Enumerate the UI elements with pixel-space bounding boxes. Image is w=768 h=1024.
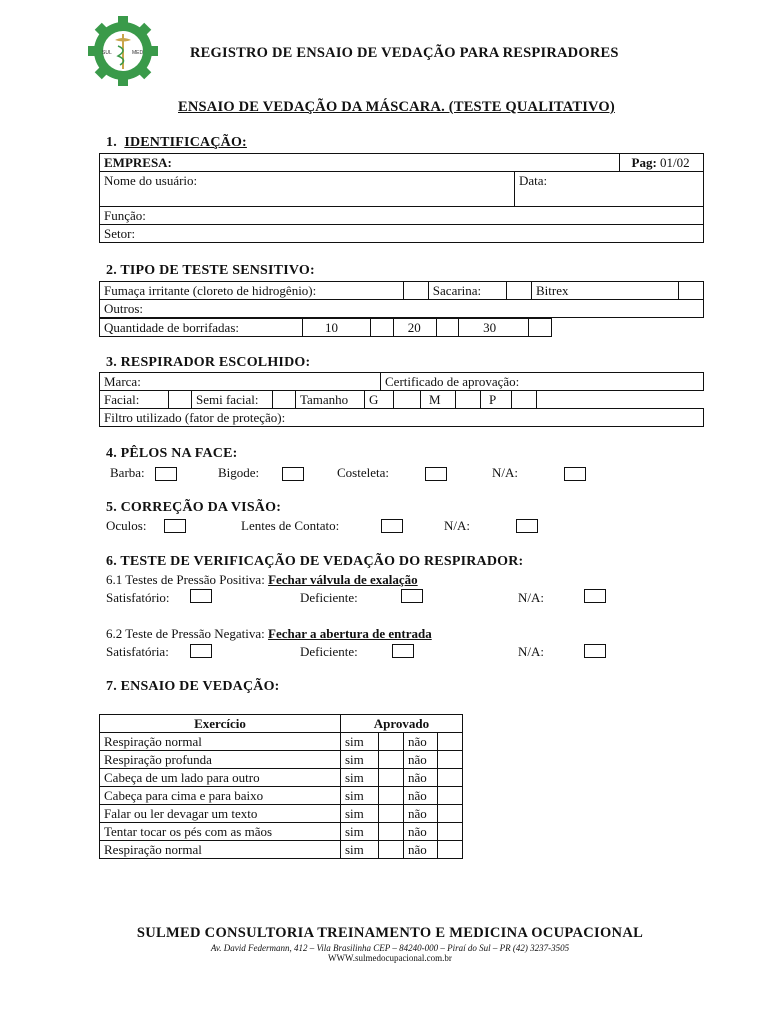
size-m-checkbox[interactable] xyxy=(456,391,481,409)
footer xyxy=(0,925,768,963)
spray-30-label: 30 xyxy=(459,319,529,337)
empresa-field[interactable]: EMPRESA: xyxy=(100,154,620,172)
positive-pressure-instruction: Fechar válvula de exalação xyxy=(268,572,418,587)
yes-checkbox[interactable] xyxy=(378,733,403,751)
section-1-heading xyxy=(106,135,247,151)
negative-na-checkbox[interactable] xyxy=(584,644,606,658)
brand-field[interactable]: Marca: xyxy=(100,373,381,391)
yes-label: sim xyxy=(340,823,378,841)
glasses-label: Oculos: xyxy=(106,518,147,533)
beard-checkbox[interactable] xyxy=(155,467,177,481)
spray-10-label: 10 xyxy=(302,319,370,337)
table-row xyxy=(100,733,463,751)
exercise-name: Tentar tocar os pés com as mãos xyxy=(100,823,341,841)
size-label: Tamanho xyxy=(296,391,365,409)
exercise-name: Respiração normal xyxy=(100,841,341,859)
svg-text:SUL: SUL xyxy=(102,50,112,56)
negative-pressure-instruction: Fechar a abertura de entrada xyxy=(268,626,432,641)
exercise-name: Cabeça de um lado para outro xyxy=(100,769,341,787)
page-value: 01/02 xyxy=(660,155,690,170)
saccharin-label: Sacarina: xyxy=(428,282,506,300)
table-row xyxy=(100,823,463,841)
footer-address: Av. David Federmann, 412 – Vila Brasilinha CEP – 84240-000 – Piraí do Sul – PR (42) 3237-3505 xyxy=(210,943,570,953)
yes-checkbox[interactable] xyxy=(378,823,403,841)
respirator-size-table xyxy=(99,390,704,409)
exercise-name: Falar ou ler devagar um texto xyxy=(100,805,341,823)
table-row xyxy=(100,787,463,805)
positive-pressure-label: 6.1 Testes de Pressão Positiva: xyxy=(106,572,265,587)
document-subtitle: ENSAIO DE VEDAÇÃO DA MÁSCARA. (TESTE QUALITATIVO) xyxy=(178,99,615,115)
vision-na-checkbox[interactable] xyxy=(516,519,538,533)
approval-certificate-field[interactable]: Certificado de aprovação: xyxy=(381,373,704,391)
identification-table xyxy=(99,153,704,243)
beard-label: Barba: xyxy=(110,465,145,480)
vision-na-label: N/A: xyxy=(444,518,470,533)
hair-na-label: N/A: xyxy=(492,465,518,480)
mustache-checkbox[interactable] xyxy=(282,467,304,481)
no-label: não xyxy=(403,733,437,751)
page-label: Pag: xyxy=(631,155,657,170)
size-p-checkbox[interactable] xyxy=(512,391,537,409)
user-name-field[interactable]: Nome do usuário: xyxy=(100,172,515,207)
table-row xyxy=(100,769,463,787)
spray-20-checkbox[interactable] xyxy=(436,319,458,337)
no-checkbox[interactable] xyxy=(437,733,462,751)
company-logo xyxy=(88,16,158,86)
section-6-heading: 6. TESTE DE VERIFICAÇÃO DE VEDAÇÃO DO RESPIRADOR: xyxy=(106,554,524,569)
spray-20-label: 20 xyxy=(393,319,436,337)
negative-deficient-checkbox[interactable] xyxy=(392,644,414,658)
positive-deficient-label: Deficiente: xyxy=(300,590,358,605)
positive-na-label: N/A: xyxy=(518,590,544,605)
glasses-checkbox[interactable] xyxy=(164,519,186,533)
document-title: REGISTRO DE ENSAIO DE VEDAÇÃO PARA RESPIRADORES xyxy=(190,45,619,61)
section-1-number: 1. xyxy=(106,135,117,150)
yes-checkbox[interactable] xyxy=(378,841,403,859)
function-field[interactable]: Função: xyxy=(100,207,704,225)
size-g-checkbox[interactable] xyxy=(394,391,421,409)
table-row xyxy=(100,805,463,823)
page-field xyxy=(619,154,704,172)
yes-checkbox[interactable] xyxy=(378,805,403,823)
contact-lenses-checkbox[interactable] xyxy=(381,519,403,533)
no-checkbox[interactable] xyxy=(437,805,462,823)
facial-checkbox[interactable] xyxy=(169,391,192,409)
spray-count-label: Quantidade de borrifadas: xyxy=(100,319,303,337)
no-checkbox[interactable] xyxy=(437,823,462,841)
semi-facial-label: Semi facial: xyxy=(192,391,273,409)
saccharin-checkbox[interactable] xyxy=(506,282,531,300)
no-label: não xyxy=(403,841,437,859)
no-label: não xyxy=(403,805,437,823)
respirator-table xyxy=(99,372,704,391)
bitrex-checkbox[interactable] xyxy=(678,282,703,300)
no-label: não xyxy=(403,751,437,769)
semi-facial-checkbox[interactable] xyxy=(273,391,296,409)
irritant-smoke-checkbox[interactable] xyxy=(403,282,428,300)
yes-checkbox[interactable] xyxy=(378,751,403,769)
exercise-name: Respiração profunda xyxy=(100,751,341,769)
yes-checkbox[interactable] xyxy=(378,769,403,787)
no-label: não xyxy=(403,823,437,841)
positive-pressure-line xyxy=(106,572,418,588)
size-blank xyxy=(537,391,705,409)
no-checkbox[interactable] xyxy=(437,841,462,859)
negative-satisfactory-label: Satisfatória: xyxy=(106,644,169,659)
yes-label: sim xyxy=(340,751,378,769)
filter-field[interactable]: Filtro utilizado (fator de proteção): xyxy=(100,409,704,427)
footer-company: SULMED CONSULTORIA TREINAMENTO E MEDICINA OCUPACIONAL xyxy=(136,925,644,941)
positive-deficient-checkbox[interactable] xyxy=(401,589,423,603)
fit-test-table xyxy=(99,714,463,859)
size-p-label: P xyxy=(481,391,512,409)
yes-label: sim xyxy=(340,787,378,805)
table-row xyxy=(100,841,463,859)
exercise-header: Exercício xyxy=(100,715,341,733)
section-4-heading: 4. PÊLOS NA FACE: xyxy=(106,446,238,461)
negative-deficient-label: Deficiente: xyxy=(300,644,358,659)
section-1-title: IDENTIFICAÇÃO: xyxy=(124,135,247,150)
approved-header: Aprovado xyxy=(340,715,462,733)
size-g-label: G xyxy=(365,391,394,409)
section-2-heading: 2. TIPO DE TESTE SENSITIVO: xyxy=(106,263,315,278)
irritant-smoke-label: Fumaça irritante (cloreto de hidrogênio): xyxy=(100,282,404,300)
sideburns-checkbox[interactable] xyxy=(425,467,447,481)
yes-label: sim xyxy=(340,769,378,787)
yes-label: sim xyxy=(340,805,378,823)
size-m-label: M xyxy=(421,391,456,409)
negative-satisfactory-checkbox[interactable] xyxy=(190,644,212,658)
no-label: não xyxy=(403,787,437,805)
exercise-name: Cabeça para cima e para baixo xyxy=(100,787,341,805)
no-checkbox[interactable] xyxy=(437,751,462,769)
yes-label: sim xyxy=(340,841,378,859)
footer-website: WWW.sulmedocupacional.com.br xyxy=(328,953,452,963)
date-field[interactable]: Data: xyxy=(515,172,704,207)
spray-30-checkbox[interactable] xyxy=(529,319,552,337)
bitrex-label: Bitrex xyxy=(531,282,678,300)
filter-table xyxy=(99,408,704,427)
negative-na-label: N/A: xyxy=(518,644,544,659)
hair-na-checkbox[interactable] xyxy=(564,467,586,481)
negative-pressure-label: 6.2 Teste de Pressão Negativa: xyxy=(106,626,265,641)
sector-field[interactable]: Setor: xyxy=(100,225,704,243)
section-5-heading: 5. CORREÇÃO DA VISÃO: xyxy=(106,500,282,515)
yes-checkbox[interactable] xyxy=(378,787,403,805)
positive-satisfactory-checkbox[interactable] xyxy=(190,589,212,603)
yes-label: sim xyxy=(340,733,378,751)
spray-10-checkbox[interactable] xyxy=(371,319,393,337)
no-checkbox[interactable] xyxy=(437,769,462,787)
section-7-heading: 7. ENSAIO DE VEDAÇÃO: xyxy=(106,679,280,694)
no-label: não xyxy=(403,769,437,787)
mustache-label: Bigode: xyxy=(218,465,260,480)
spray-count-table xyxy=(99,318,552,337)
positive-na-checkbox[interactable] xyxy=(584,589,606,603)
sideburns-label: Costeleta: xyxy=(337,465,389,480)
contact-lenses-label: Lentes de Contato: xyxy=(241,518,340,533)
facial-label: Facial: xyxy=(100,391,169,409)
exercise-name: Respiração normal xyxy=(100,733,341,751)
others-field[interactable]: Outros: xyxy=(100,300,704,318)
table-row xyxy=(100,751,463,769)
svg-text:MED: MED xyxy=(132,50,144,56)
positive-satisfactory-label: Satisfatório: xyxy=(106,590,170,605)
sensitive-test-table xyxy=(99,281,704,318)
no-checkbox[interactable] xyxy=(437,787,462,805)
section-3-heading: 3. RESPIRADOR ESCOLHIDO: xyxy=(106,355,311,370)
negative-pressure-line xyxy=(106,626,432,642)
